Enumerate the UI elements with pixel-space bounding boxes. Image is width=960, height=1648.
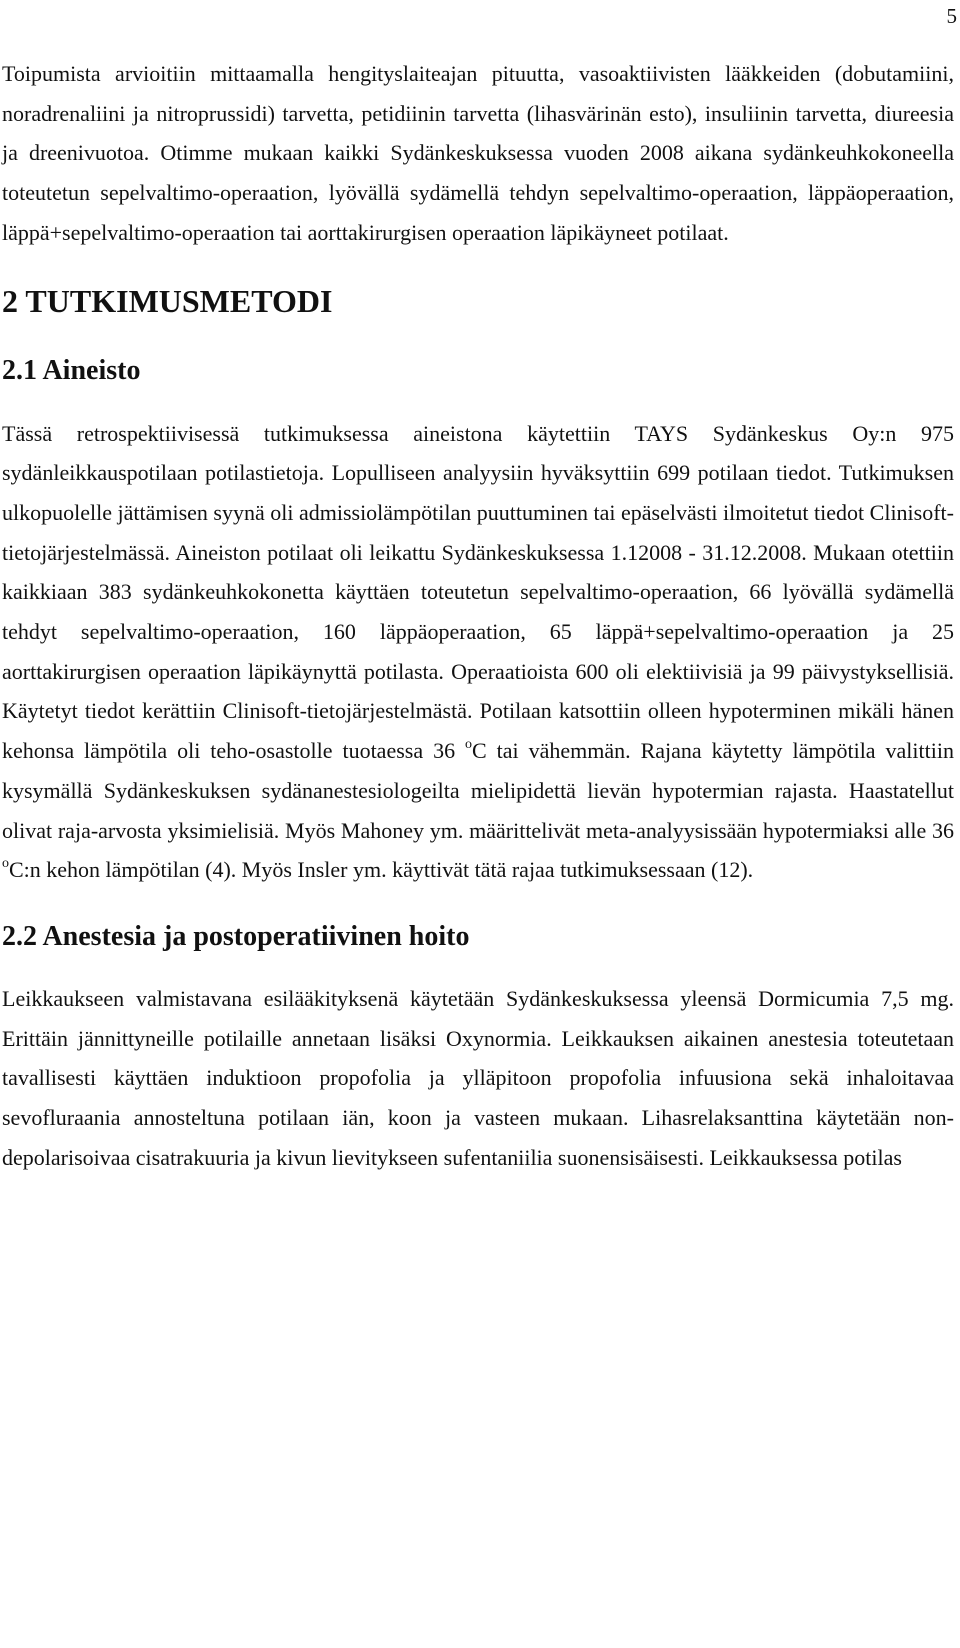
paragraph-recovery-assessment: Toipumista arvioitiin mittaamalla hengityslaiteajan pituutta, vasoaktiivisten lääkkeiden (dobutamiini, noradrenaliini ja nitroprussidi) tarvetta, petidiinin tarvetta (lihasvärinän esto), insuliinin tarvetta, diureesia ja dreenivuotoa. Otimme mukaan kaikki Sydänkeskuksessa vuoden 2008 aikana sydänkeuhkokoneella toteutetun sepelvaltimo-operaation, lyövällä sydämellä tehdyn sepelvaltimo-operaation, läppäoperaation, läppä+sepelvaltimo-operaation tai aorttakirurgisen operaation läpikäyneet potilaat. [2,61,954,245]
page-number: 5 [946,4,957,28]
paragraph-material-text-a: Tässä retrospektiivisessä tutkimuksessa aineistona käytettiin TAYS Sydänkeskus Oy:n 975 sydänleikkauspotilaan potilastietoja. Lopulliseen analyysiin hyväksyttiin 699 potilaan tiedot. Tutkimuksen ulkopuolelle jättämisen syynä oli admissiolämpötilan puuttuminen tai epäselvästi ilmoitetut tiedot Clinisoft-tietojärjestelmässä. Aineiston potilaat oli leikattu Sydänkeskuksessa 1.12008 - 31.12.2008. Mukaan otettiin kaikkiaan 383 sydänkeuhkokonetta käyttäen toteutetun sepelvaltimo-operaation, 66 lyövällä sydämellä tehdyt sepelvaltimo-operaation, 160 läppäoperaation, 65 läppä+sepelvaltimo-operaation ja 25 aorttakirurgisen operaation läpikäynyttä potilasta. Operaatioista 600 oli elektiivisiä ja 99 päivystyksellisiä. Käytetyt tiedot kerättiin Clinisoft-tietojärjestelmästä. Potilaan katsottiin olleen hypoterminen mikäli hänen kehonsa lämpötila oli teho-osastolle tuotaessa 36 [2,420,954,764]
degree-superscript: o [465,736,473,752]
paragraph-anesthesia: Leikkaukseen valmistavana esilääkityksenä käytetään Sydänkeskuksessa yleensä Dormicumia 7,5 mg. Erittäin jännittyneille potilaille annetaan lisäksi Oxynormia. Leikkauksen aikainen anestesia toteutetaan tavallisesti käyttäen induktioon propofolia ja ylläpitoon propofolia infuusiona sekä inhaloitavaa sevofluraania annosteltuna potilaan iän, koon ja vasteen mukaan. Lihasrelaksanttina käytetään non-depolarisoivaa cisatrakuuria ja kivun lievitykseen sufentaniilia suonensisäisesti. Leikkauksessa potilas [2,985,954,1170]
subsection-heading-anesthesia: 2.2 Anestesia ja postoperatiivinen hoito [2,920,470,952]
paragraph-material [2,414,954,890]
section-heading-research-method: 2 TUTKIMUSMETODI [2,282,333,319]
page-content [2,54,954,1177]
subsection-heading-material: 2.1 Aineisto [2,354,141,386]
degree-superscript: o [2,855,9,871]
paragraph-material-text-c: C:n kehon lämpötilan (4). Myös Insler ym. käyttivät tätä rajaa tutkimuksessaan (12). [9,857,754,883]
paragraph-material-text-b: C tai vähemmän. Rajana käytetty lämpötila valittiin kysymällä Sydänkeskuksen sydänanestesiologeilta mielipidettä lievän hypotermian rajasta. Haastatellut olivat raja-arvosta yksimielisiä. Myös Mahoney ym. määrittelivät meta-analyysissään hypotermiaksi alle 36 [2,738,954,843]
